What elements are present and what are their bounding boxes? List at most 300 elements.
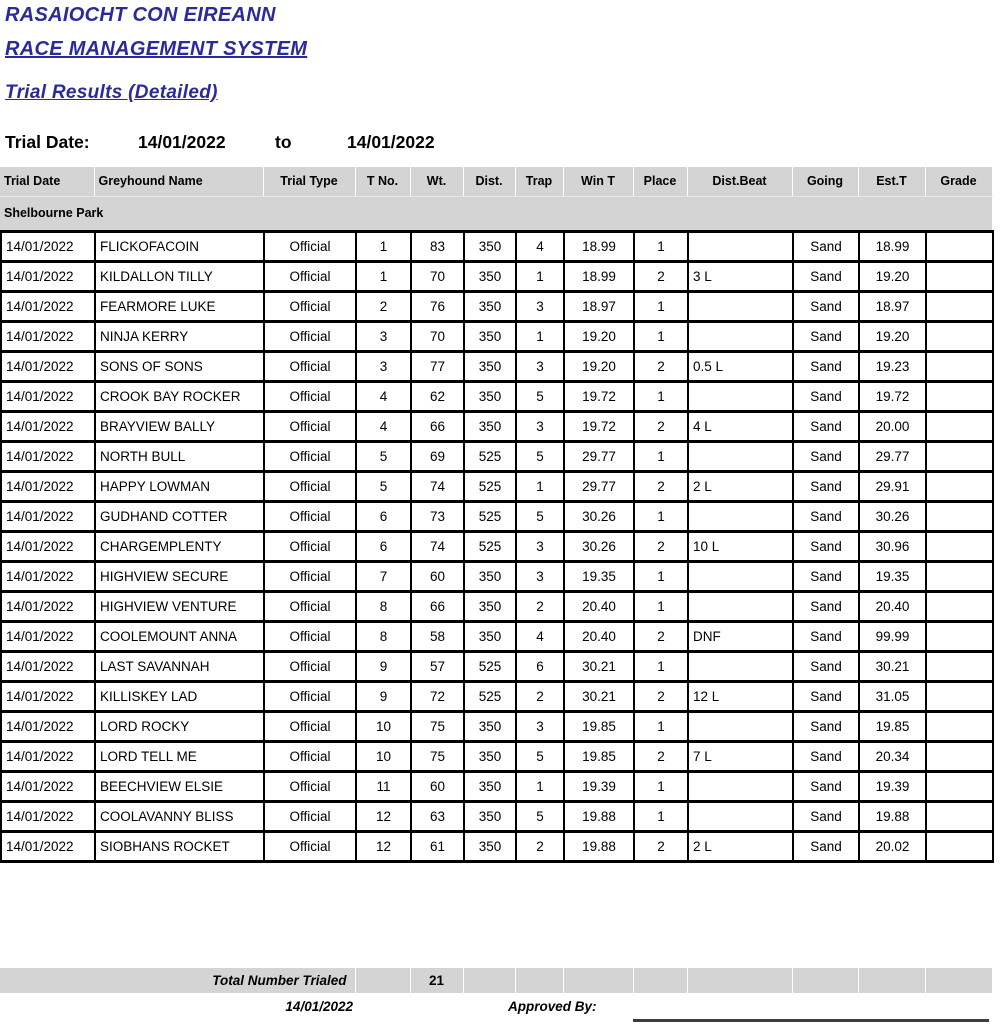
cell-dist: 350	[464, 412, 516, 442]
column-header-trial-type: Trial Type	[263, 167, 355, 196]
cell-win-t: 20.40	[564, 592, 634, 622]
cell-dist-beat	[688, 562, 793, 592]
cell-going: Sand	[793, 772, 859, 802]
cell-win-t: 19.72	[564, 382, 634, 412]
table-row	[1, 412, 993, 442]
cell-win-t: 19.88	[564, 832, 634, 862]
total-band-cell	[925, 968, 992, 993]
cell-trial-date: 14/01/2022	[1, 682, 95, 712]
cell-win-t: 30.26	[564, 502, 634, 532]
cell-win-t: 19.20	[564, 352, 634, 382]
total-band-cell	[633, 968, 687, 993]
total-band-cell	[858, 968, 925, 993]
cell-wt: 75	[411, 742, 464, 772]
cell-going: Sand	[793, 382, 859, 412]
table-row	[1, 442, 993, 472]
cell-dist: 350	[464, 382, 516, 412]
cell-win-t: 19.85	[564, 742, 634, 772]
footer-signature-row	[0, 999, 992, 1027]
cell-dist-beat: DNF	[688, 622, 793, 652]
venue-section-label: Shelbourne Park	[0, 196, 992, 230]
table-row	[1, 622, 993, 652]
cell-win-t: 19.20	[564, 322, 634, 352]
cell-going: Sand	[793, 412, 859, 442]
total-band-cell	[515, 968, 563, 993]
cell-trial-type: Official	[264, 592, 356, 622]
cell-greyhound-name: HAPPY LOWMAN	[95, 472, 264, 502]
column-header-greyhound-name: Greyhound Name	[94, 167, 263, 196]
cell-grade	[926, 472, 993, 502]
cell-grade	[926, 742, 993, 772]
cell-t-no: 1	[356, 262, 411, 292]
cell-trial-type: Official	[264, 772, 356, 802]
cell-greyhound-name: SIOBHANS ROCKET	[95, 832, 264, 862]
cell-trap: 3	[516, 352, 564, 382]
cell-dist: 350	[464, 772, 516, 802]
cell-trial-type: Official	[264, 382, 356, 412]
column-header-place: Place	[633, 167, 687, 196]
cell-grade	[926, 502, 993, 532]
cell-win-t: 29.77	[564, 472, 634, 502]
cell-t-no: 6	[356, 532, 411, 562]
cell-grade	[926, 652, 993, 682]
cell-greyhound-name: NORTH BULL	[95, 442, 264, 472]
cell-dist-beat: 7 L	[688, 742, 793, 772]
cell-est-t: 20.00	[859, 412, 926, 442]
cell-greyhound-name: KILLISKEY LAD	[95, 682, 264, 712]
cell-place: 2	[634, 682, 688, 712]
cell-wt: 61	[411, 832, 464, 862]
cell-trap: 5	[516, 382, 564, 412]
cell-trap: 5	[516, 442, 564, 472]
cell-t-no: 8	[356, 592, 411, 622]
cell-trap: 3	[516, 292, 564, 322]
table-row	[1, 532, 993, 562]
cell-greyhound-name: FEARMORE LUKE	[95, 292, 264, 322]
table-row	[1, 292, 993, 322]
results-table	[0, 230, 994, 863]
cell-going: Sand	[793, 802, 859, 832]
cell-trial-date: 14/01/2022	[1, 772, 95, 802]
cell-wt: 69	[411, 442, 464, 472]
trial-date-to: 14/01/2022	[347, 132, 435, 152]
cell-grade	[926, 832, 993, 862]
cell-dist-beat: 12 L	[688, 682, 793, 712]
cell-t-no: 12	[356, 832, 411, 862]
cell-place: 1	[634, 562, 688, 592]
cell-trial-date: 14/01/2022	[1, 292, 95, 322]
cell-trial-date: 14/01/2022	[1, 322, 95, 352]
cell-greyhound-name: NINJA KERRY	[95, 322, 264, 352]
cell-t-no: 11	[356, 772, 411, 802]
cell-trap: 1	[516, 262, 564, 292]
cell-win-t: 30.21	[564, 652, 634, 682]
cell-win-t: 20.40	[564, 622, 634, 652]
cell-t-no: 3	[356, 322, 411, 352]
cell-est-t: 18.99	[859, 232, 926, 262]
cell-grade	[926, 532, 993, 562]
cell-wt: 57	[411, 652, 464, 682]
cell-wt: 83	[411, 232, 464, 262]
cell-dist: 350	[464, 232, 516, 262]
cell-dist-beat	[688, 322, 793, 352]
cell-est-t: 30.21	[859, 652, 926, 682]
cell-dist-beat	[688, 652, 793, 682]
cell-grade	[926, 352, 993, 382]
cell-dist-beat: 10 L	[688, 532, 793, 562]
cell-greyhound-name: COOLEMOUNT ANNA	[95, 622, 264, 652]
cell-dist-beat: 2 L	[688, 472, 793, 502]
total-band-cell	[563, 968, 633, 993]
cell-dist: 350	[464, 712, 516, 742]
cell-place: 2	[634, 472, 688, 502]
cell-trap: 1	[516, 322, 564, 352]
table-row	[1, 502, 993, 532]
cell-wt: 60	[411, 772, 464, 802]
cell-dist-beat	[688, 772, 793, 802]
cell-greyhound-name: COOLAVANNY BLISS	[95, 802, 264, 832]
cell-trap: 4	[516, 622, 564, 652]
cell-place: 2	[634, 622, 688, 652]
cell-trial-type: Official	[264, 652, 356, 682]
cell-going: Sand	[793, 442, 859, 472]
cell-wt: 60	[411, 562, 464, 592]
table-row	[1, 382, 993, 412]
cell-win-t: 19.88	[564, 802, 634, 832]
cell-place: 2	[634, 832, 688, 862]
cell-trial-date: 14/01/2022	[1, 802, 95, 832]
total-band-cell	[687, 968, 792, 993]
cell-trial-date: 14/01/2022	[1, 352, 95, 382]
cell-trial-type: Official	[264, 832, 356, 862]
cell-going: Sand	[793, 652, 859, 682]
cell-trial-type: Official	[264, 562, 356, 592]
column-header-dist: Dist.	[463, 167, 515, 196]
cell-dist: 350	[464, 802, 516, 832]
cell-greyhound-name: SONS OF SONS	[95, 352, 264, 382]
trial-date-to-word: to	[275, 132, 292, 152]
cell-dist: 350	[464, 832, 516, 862]
trial-date-from: 14/01/2022	[138, 132, 226, 152]
cell-going: Sand	[793, 352, 859, 382]
cell-est-t: 30.26	[859, 502, 926, 532]
cell-trap: 1	[516, 772, 564, 802]
column-header-trial-date: Trial Date	[0, 167, 94, 196]
cell-t-no: 12	[356, 802, 411, 832]
cell-going: Sand	[793, 712, 859, 742]
cell-place: 1	[634, 442, 688, 472]
report-date: 14/01/2022	[285, 999, 353, 1014]
column-header-win-t: Win T	[563, 167, 633, 196]
table-row	[1, 322, 993, 352]
cell-trap: 1	[516, 472, 564, 502]
cell-trial-date: 14/01/2022	[1, 712, 95, 742]
cell-greyhound-name: KILDALLON TILLY	[95, 262, 264, 292]
cell-grade	[926, 682, 993, 712]
cell-dist: 525	[464, 472, 516, 502]
cell-trial-type: Official	[264, 442, 356, 472]
cell-trap: 2	[516, 832, 564, 862]
cell-wt: 66	[411, 412, 464, 442]
cell-going: Sand	[793, 262, 859, 292]
cell-going: Sand	[793, 292, 859, 322]
table-row	[1, 832, 993, 862]
cell-trial-type: Official	[264, 262, 356, 292]
cell-dist: 350	[464, 562, 516, 592]
cell-t-no: 8	[356, 622, 411, 652]
cell-est-t: 19.20	[859, 322, 926, 352]
cell-dist-beat	[688, 442, 793, 472]
cell-dist: 525	[464, 502, 516, 532]
cell-dist-beat: 4 L	[688, 412, 793, 442]
cell-trial-type: Official	[264, 322, 356, 352]
cell-trap: 5	[516, 742, 564, 772]
cell-wt: 70	[411, 262, 464, 292]
cell-dist: 525	[464, 442, 516, 472]
cell-trial-type: Official	[264, 532, 356, 562]
cell-greyhound-name: LORD TELL ME	[95, 742, 264, 772]
column-header-wt: Wt.	[410, 167, 463, 196]
cell-wt: 73	[411, 502, 464, 532]
cell-est-t: 20.34	[859, 742, 926, 772]
total-band-cell	[463, 968, 515, 993]
cell-place: 2	[634, 412, 688, 442]
cell-t-no: 10	[356, 742, 411, 772]
cell-place: 1	[634, 232, 688, 262]
cell-wt: 66	[411, 592, 464, 622]
cell-win-t: 30.26	[564, 532, 634, 562]
cell-dist: 525	[464, 652, 516, 682]
cell-dist: 350	[464, 742, 516, 772]
cell-est-t: 19.39	[859, 772, 926, 802]
cell-trial-date: 14/01/2022	[1, 562, 95, 592]
cell-win-t: 18.97	[564, 292, 634, 322]
cell-t-no: 2	[356, 292, 411, 322]
column-header-est-t: Est.T	[858, 167, 925, 196]
cell-trap: 3	[516, 562, 564, 592]
cell-t-no: 1	[356, 232, 411, 262]
cell-wt: 62	[411, 382, 464, 412]
cell-est-t: 29.77	[859, 442, 926, 472]
cell-t-no: 3	[356, 352, 411, 382]
cell-wt: 74	[411, 532, 464, 562]
cell-dist: 350	[464, 352, 516, 382]
cell-grade	[926, 262, 993, 292]
cell-trial-type: Official	[264, 292, 356, 322]
table-row	[1, 772, 993, 802]
column-header-grade: Grade	[925, 167, 992, 196]
cell-greyhound-name: FLICKOFACOIN	[95, 232, 264, 262]
cell-going: Sand	[793, 532, 859, 562]
cell-trap: 2	[516, 592, 564, 622]
cell-place: 1	[634, 322, 688, 352]
cell-grade	[926, 562, 993, 592]
cell-place: 2	[634, 742, 688, 772]
cell-going: Sand	[793, 232, 859, 262]
venue-section-row	[0, 196, 992, 230]
cell-est-t: 20.02	[859, 832, 926, 862]
cell-t-no: 4	[356, 382, 411, 412]
cell-est-t: 19.20	[859, 262, 926, 292]
cell-est-t: 30.96	[859, 532, 926, 562]
cell-grade	[926, 382, 993, 412]
cell-dist-beat	[688, 802, 793, 832]
cell-est-t: 99.99	[859, 622, 926, 652]
cell-t-no: 9	[356, 652, 411, 682]
cell-place: 1	[634, 712, 688, 742]
cell-trap: 3	[516, 412, 564, 442]
cell-win-t: 29.77	[564, 442, 634, 472]
cell-wt: 74	[411, 472, 464, 502]
total-band	[0, 968, 993, 993]
cell-win-t: 19.72	[564, 412, 634, 442]
cell-t-no: 10	[356, 712, 411, 742]
cell-grade	[926, 592, 993, 622]
cell-trial-date: 14/01/2022	[1, 412, 95, 442]
cell-trial-date: 14/01/2022	[1, 532, 95, 562]
cell-dist-beat	[688, 232, 793, 262]
cell-going: Sand	[793, 592, 859, 622]
cell-dist-beat	[688, 382, 793, 412]
approved-by-label: Approved By:	[508, 999, 597, 1014]
cell-greyhound-name: BEECHVIEW ELSIE	[95, 772, 264, 802]
cell-win-t: 19.39	[564, 772, 634, 802]
cell-trial-date: 14/01/2022	[1, 652, 95, 682]
cell-grade	[926, 232, 993, 262]
cell-trial-type: Official	[264, 502, 356, 532]
table-row	[1, 712, 993, 742]
cell-going: Sand	[793, 502, 859, 532]
cell-trial-type: Official	[264, 712, 356, 742]
cell-dist: 350	[464, 622, 516, 652]
total-band-row	[0, 968, 992, 993]
cell-trial-type: Official	[264, 472, 356, 502]
cell-going: Sand	[793, 562, 859, 592]
cell-est-t: 20.40	[859, 592, 926, 622]
cell-trial-type: Official	[264, 802, 356, 832]
cell-dist: 350	[464, 592, 516, 622]
total-trialed-value: 21	[410, 968, 463, 993]
cell-t-no: 9	[356, 682, 411, 712]
cell-est-t: 29.91	[859, 472, 926, 502]
cell-place: 1	[634, 292, 688, 322]
cell-win-t: 19.35	[564, 562, 634, 592]
cell-trial-date: 14/01/2022	[1, 622, 95, 652]
cell-est-t: 19.85	[859, 712, 926, 742]
column-header-dist-beat: Dist.Beat	[687, 167, 792, 196]
report-title: Trial Results (Detailed)	[5, 82, 218, 103]
cell-dist-beat	[688, 712, 793, 742]
cell-grade	[926, 772, 993, 802]
cell-going: Sand	[793, 832, 859, 862]
cell-dist-beat	[688, 592, 793, 622]
cell-trial-type: Official	[264, 682, 356, 712]
cell-greyhound-name: CHARGEMPLENTY	[95, 532, 264, 562]
table-row	[1, 652, 993, 682]
cell-t-no: 6	[356, 502, 411, 532]
cell-going: Sand	[793, 322, 859, 352]
results-header-band	[0, 167, 993, 230]
cell-win-t: 18.99	[564, 232, 634, 262]
cell-grade	[926, 442, 993, 472]
system-title: RACE MANAGEMENT SYSTEM	[5, 38, 308, 60]
cell-trap: 2	[516, 682, 564, 712]
cell-dist-beat: 0.5 L	[688, 352, 793, 382]
cell-dist: 350	[464, 292, 516, 322]
cell-wt: 77	[411, 352, 464, 382]
column-header-row	[0, 167, 992, 196]
cell-dist: 350	[464, 322, 516, 352]
column-header-t-no: T No.	[355, 167, 410, 196]
cell-place: 1	[634, 802, 688, 832]
total-band-cell	[792, 968, 858, 993]
table-row	[1, 682, 993, 712]
cell-trial-date: 14/01/2022	[1, 832, 95, 862]
table-row	[1, 592, 993, 622]
cell-place: 2	[634, 532, 688, 562]
cell-trial-date: 14/01/2022	[1, 742, 95, 772]
cell-greyhound-name: LAST SAVANNAH	[95, 652, 264, 682]
trial-date-filter	[5, 132, 435, 153]
cell-wt: 58	[411, 622, 464, 652]
cell-trap: 5	[516, 502, 564, 532]
cell-est-t: 19.23	[859, 352, 926, 382]
cell-place: 1	[634, 502, 688, 532]
cell-trial-type: Official	[264, 232, 356, 262]
cell-trial-date: 14/01/2022	[1, 502, 95, 532]
cell-dist-beat	[688, 502, 793, 532]
cell-place: 2	[634, 262, 688, 292]
cell-trial-date: 14/01/2022	[1, 382, 95, 412]
cell-dist: 525	[464, 682, 516, 712]
cell-trap: 3	[516, 712, 564, 742]
table-row	[1, 742, 993, 772]
cell-trial-date: 14/01/2022	[1, 472, 95, 502]
cell-grade	[926, 292, 993, 322]
cell-dist-beat: 2 L	[688, 832, 793, 862]
cell-est-t: 31.05	[859, 682, 926, 712]
table-row	[1, 562, 993, 592]
cell-wt: 70	[411, 322, 464, 352]
cell-grade	[926, 412, 993, 442]
cell-wt: 75	[411, 712, 464, 742]
total-band-spacer	[355, 968, 410, 993]
cell-est-t: 19.72	[859, 382, 926, 412]
results-table-body	[1, 232, 993, 862]
cell-going: Sand	[793, 472, 859, 502]
column-header-trap: Trap	[515, 167, 563, 196]
cell-t-no: 4	[356, 412, 411, 442]
signature-line	[633, 1019, 989, 1022]
cell-trap: 3	[516, 532, 564, 562]
cell-going: Sand	[793, 622, 859, 652]
cell-trap: 6	[516, 652, 564, 682]
cell-greyhound-name: BRAYVIEW BALLY	[95, 412, 264, 442]
cell-trial-date: 14/01/2022	[1, 232, 95, 262]
table-row	[1, 262, 993, 292]
cell-trial-type: Official	[264, 742, 356, 772]
cell-greyhound-name: HIGHVIEW SECURE	[95, 562, 264, 592]
cell-greyhound-name: LORD ROCKY	[95, 712, 264, 742]
cell-trial-type: Official	[264, 412, 356, 442]
cell-greyhound-name: GUDHAND COTTER	[95, 502, 264, 532]
cell-trial-date: 14/01/2022	[1, 442, 95, 472]
cell-trial-type: Official	[264, 622, 356, 652]
cell-grade	[926, 322, 993, 352]
cell-dist: 525	[464, 532, 516, 562]
cell-t-no: 5	[356, 472, 411, 502]
table-row	[1, 352, 993, 382]
